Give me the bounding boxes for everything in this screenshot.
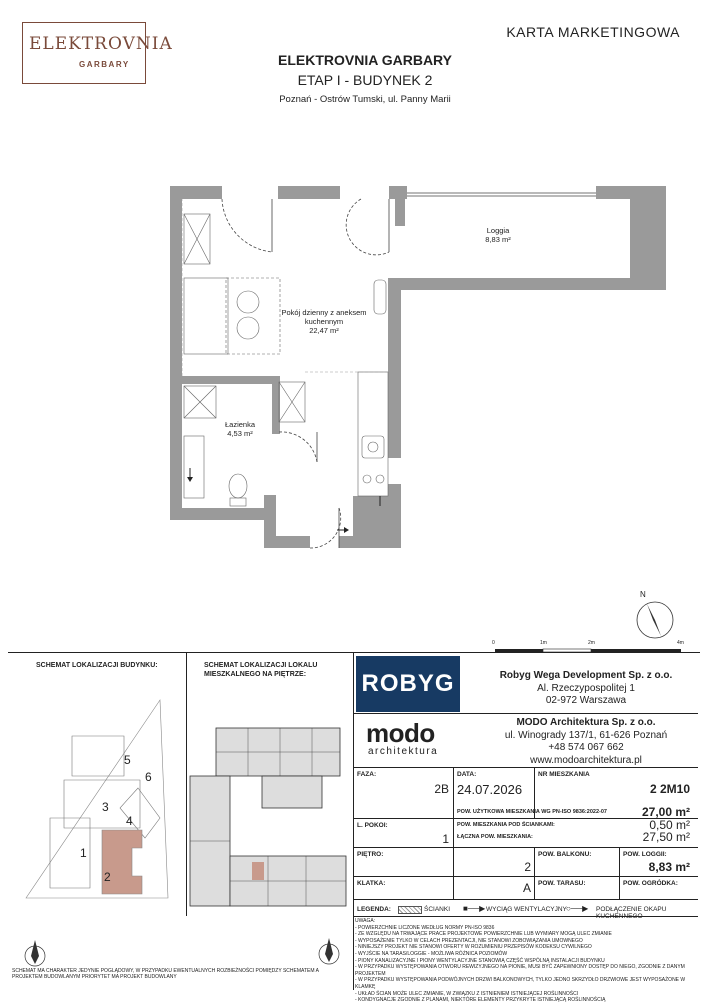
- note-line: - WYPOSAŻENIE TYLKO W CELACH PREZENTACJI, NIE STANOWI ZOBOWIĄZANIA UMOWNEGO: [355, 937, 583, 944]
- staircase-label: KLATKA:: [357, 880, 386, 887]
- date-value: 24.07.2026: [457, 782, 523, 797]
- unit-schema-title-2: MIESZKALNEGO NA PIĘTRZE:: [204, 671, 307, 678]
- walls-swatch-icon: [398, 906, 422, 914]
- developer-info: [474, 670, 698, 708]
- disclaimer-line-1: SCHEMAT MA CHARAKTER JEDYNIE POGLĄDOWY, W PRZYPADKU EWENTUALNYCH ROZBIEŻNOŚCI POMIĘDZY SCHEMATEM A: [12, 968, 319, 974]
- architect-phone: +48 574 067 662: [548, 742, 624, 753]
- building-number-2: 2: [104, 870, 111, 884]
- loggia-label: [470, 226, 526, 244]
- modo-logo: modo: [366, 718, 435, 748]
- unit-schema-title-1: SCHEMAT LOKALIZACJI LOKALU: [204, 662, 318, 669]
- unit-number-value: 2 2M10: [649, 782, 690, 796]
- architect-info: [474, 717, 698, 767]
- loggia-name: Loggia: [486, 226, 510, 235]
- phase-value: 2B: [434, 782, 449, 796]
- page-title: ELEKTROVNIA GARBARY: [278, 52, 452, 68]
- architect-website: www.modoarchitektura.pl: [530, 754, 642, 766]
- architect-address: ul. Winogrady 137/1, 61-626 Poznań: [504, 729, 668, 741]
- loggia-area-value: 8,83 m²: [648, 860, 690, 874]
- note-line: - W PRZYPADKU WYSTĘPOWANIA OTWORU REWIZYJNEGO NA PIONIE, MUSI BYĆ ZAPEWNIONY DOSTĘP DO NIEGO, ZGODNIE Z DANYM PROJEKTEM: [355, 964, 685, 977]
- terrace-label: POW. TARASU:: [538, 880, 586, 887]
- rooms-label: L. POKOI:: [357, 822, 388, 829]
- floor-location-map: [188, 716, 350, 912]
- total-area-label: ŁĄCZNA POW. MIESZKANIA:: [457, 834, 533, 840]
- phase-label: FAZA:: [357, 771, 377, 778]
- logo-subtext: GARBARY: [79, 60, 130, 69]
- building-number-1: 1: [80, 846, 87, 860]
- note-line: - W PRZYPADKU WYSTĘPOWANIA PODWÓJNYCH DRZWI BALKONOWYCH, TYLKO JEDNO SKRZYDŁO DRZWIOWE JEST WYPOSAŻONE W KLAMKĘ: [355, 977, 686, 990]
- scale-tick-4: 4m: [677, 640, 684, 646]
- living-room-name-1: Pokój dzienny z aneksem: [281, 308, 367, 317]
- balcony-label: POW. BALKONU:: [538, 851, 592, 858]
- unit-number-label: NR MIESZKANIA: [538, 771, 590, 778]
- note-line: - NINIEJSZY PROJEKT NIE STANOWI OFERTY W ROZUMIENIU PRZEPISÓW KODEKSU CYWILNEGO: [355, 944, 592, 951]
- floor-value: 2: [524, 860, 531, 874]
- slope-area-label: POW. MIESZKANIA POD ŚCIANKAMI:: [457, 822, 555, 828]
- compass-icon: [22, 938, 48, 968]
- floor-plan: [160, 180, 670, 560]
- legend-vent: WYCIĄG WENTYLACYJNY: [486, 906, 567, 913]
- building-number-5: 5: [124, 753, 131, 767]
- note-line: - PIONY KANALIZACYJNE I PIONY WENTYLACYJNE STANOWIĄ CZĘŚĆ WSPÓLNĄ INSTALACJI BUDYNKU: [355, 957, 605, 964]
- date-label: DATA:: [457, 771, 477, 778]
- building-location-map: [20, 688, 186, 910]
- page-subtitle: ETAP I - BUDYNEK 2: [297, 72, 433, 88]
- staircase-value: A: [522, 881, 531, 895]
- floor-label: PIĘTRO:: [357, 851, 384, 858]
- legend-hood: PODŁĄCZENIE OKAPU KUCHENNEGO: [596, 906, 667, 920]
- architect-name: MODO Architektura Sp. z o.o.: [516, 717, 656, 728]
- note-line: - WYJŚCIE NA TARAS/LOGGIE - MOŻLIWA RÓŻNICA POZIOMÓW: [355, 950, 508, 957]
- bathroom-name: Łazienka: [224, 420, 256, 429]
- north-label: N: [640, 590, 646, 599]
- bathroom-label: [218, 420, 262, 438]
- bathroom-area: 4,53 m²: [227, 429, 253, 438]
- building-number-4: 4: [126, 814, 133, 828]
- slope-area-value: 0,50 m²: [649, 818, 690, 832]
- loggia-area: 8,83 m²: [485, 235, 511, 244]
- living-room-label: [274, 308, 374, 335]
- scale-tick-1: 1m: [540, 640, 547, 646]
- living-room-name-2: kuchennym: [304, 317, 344, 326]
- building-schema-title: SCHEMAT LOKALIZACJI BUDYNKU:: [36, 662, 158, 669]
- loggia-area-label: POW. LOGGII:: [623, 851, 667, 858]
- notes-title: UWAGA:: [355, 918, 376, 924]
- developer-name: Robyg Wega Development Sp. z o.o.: [499, 670, 673, 681]
- compass-icon-right: [316, 936, 342, 966]
- scale-tick-2: 2m: [588, 640, 595, 646]
- hood-arrow-icon: ○──▶: [566, 904, 589, 913]
- legend-title: LEGENDA:: [357, 906, 391, 913]
- building-number-6: 6: [145, 770, 152, 784]
- notes: [355, 918, 695, 1004]
- building-number-3: 3: [102, 800, 109, 814]
- living-room-area: 22,47 m²: [309, 326, 339, 335]
- disclaimer-line-2: PROJEKTEM BUDOWLANYM PRIORYTET MA PROJEKT BUDOWLANY: [12, 974, 177, 981]
- developer-address-2: 02-972 Warszawa: [545, 695, 627, 706]
- modo-logo-sub: architektura: [368, 746, 439, 757]
- north-arrow-icon: [633, 596, 689, 642]
- robyg-logo: ROBYG: [356, 656, 460, 712]
- note-line: - KONDYGNACJE ZGODNIE Z PLANAMI, NIEKTÓRE ELEMENTY PRZYKRYTE ISTNIEJĄCĄ ROŚLINNOŚCIĄ: [355, 997, 606, 1004]
- total-area-value: 27,50 m²: [642, 830, 690, 844]
- document-type: KARTA MARKETINGOWA: [506, 24, 680, 40]
- note-line: - POWIERZCHNIE LICZONE WEDŁUG NORMY PN-ISO 9836: [355, 924, 495, 931]
- legend-walls: ŚCIANKI: [424, 906, 451, 913]
- address: Poznań - Ostrów Tumski, ul. Panny Marii: [279, 94, 451, 105]
- disclaimer: [12, 968, 352, 980]
- scale-tick-0: 0: [492, 640, 495, 646]
- brand-logo: [22, 22, 173, 84]
- rooms-value: 1: [442, 832, 449, 846]
- logo-text: ELEKTROVNIA: [29, 34, 173, 54]
- usable-area-value: 27,00 m²: [641, 805, 690, 819]
- garden-label: POW. OGRÓDKA:: [623, 880, 678, 887]
- note-line: - ZE WZGLĘDU NA TRWAJĄCE PRACE PROJEKTOWE POWIERZCHNIE LUB WYMIARY MOGĄ ULEC ZMIANIE: [355, 931, 612, 938]
- usable-area-label: POW. UŻYTKOWA MIESZKANIA WG PN-ISO 9836:2022-07: [457, 809, 607, 815]
- vent-arrow-icon: ■──▶: [463, 904, 486, 913]
- developer-address-1: Al. Rzeczypospolitej 1: [537, 682, 635, 694]
- note-line: - UKŁAD ŚCIAN MOŻE ULEC ZMIANIE, W ZWIĄZKU Z ISTNIENIEM ISTNIEJĄCEJ ROŚLINNOŚCI: [355, 990, 579, 997]
